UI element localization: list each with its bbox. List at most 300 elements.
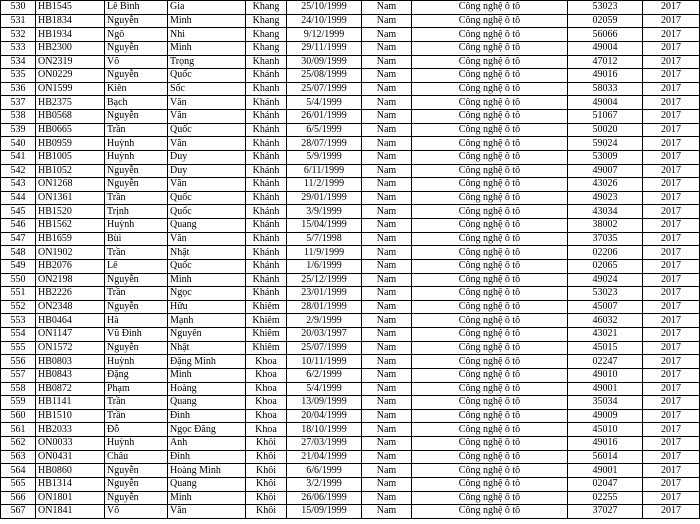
table-row — [1, 273, 700, 287]
cell-code: 58033 — [568, 82, 643, 96]
cell-last-name: Phạm — [105, 382, 168, 396]
cell-last-name: Đỗ — [105, 423, 168, 437]
cell-index: 547 — [1, 232, 36, 246]
cell-gender: Nam — [362, 355, 412, 369]
cell-major: Công nghệ ô tô — [412, 110, 568, 124]
cell-birth-date: 18/10/1999 — [287, 423, 362, 437]
table-row — [1, 191, 700, 205]
table-row — [1, 328, 700, 342]
cell-code: 49007 — [568, 164, 643, 178]
table-row — [1, 355, 700, 369]
cell-gender: Nam — [362, 437, 412, 451]
cell-student-id: HB2300 — [36, 41, 105, 55]
cell-last-name: Đặng — [105, 368, 168, 382]
cell-birth-date: 2/9/1999 — [287, 314, 362, 328]
cell-major: Công nghệ ô tô — [412, 1, 568, 15]
cell-major: Công nghệ ô tô — [412, 368, 568, 382]
cell-index: 540 — [1, 137, 36, 151]
cell-middle-name: Quang — [168, 219, 246, 233]
cell-last-name: Kiên — [105, 82, 168, 96]
cell-middle-name: Văn — [168, 96, 246, 110]
cell-index: 566 — [1, 491, 36, 505]
cell-code: 50020 — [568, 123, 643, 137]
cell-major: Công nghệ ô tô — [412, 150, 568, 164]
cell-student-id: ON1361 — [36, 191, 105, 205]
cell-first-name: Khôi — [246, 437, 287, 451]
cell-middle-name: Minh — [168, 41, 246, 55]
cell-birth-date: 20/03/1997 — [287, 328, 362, 342]
table-row — [1, 505, 700, 519]
cell-student-id: HB2226 — [36, 287, 105, 301]
cell-gender: Nam — [362, 123, 412, 137]
cell-student-id: ON1599 — [36, 82, 105, 96]
cell-major: Công nghệ ô tô — [412, 464, 568, 478]
cell-middle-name: Đặng Minh — [168, 355, 246, 369]
cell-code: 02065 — [568, 259, 643, 273]
cell-year: 2017 — [643, 1, 700, 15]
cell-gender: Nam — [362, 341, 412, 355]
cell-year: 2017 — [643, 137, 700, 151]
table-row — [1, 232, 700, 246]
cell-middle-name: Duy — [168, 150, 246, 164]
cell-birth-date: 26/01/1999 — [287, 110, 362, 124]
cell-major: Công nghệ ô tô — [412, 396, 568, 410]
cell-first-name: Khang — [246, 1, 287, 15]
cell-year: 2017 — [643, 110, 700, 124]
cell-last-name: Huỳnh — [105, 355, 168, 369]
cell-gender: Nam — [362, 205, 412, 219]
cell-major: Công nghệ ô tô — [412, 477, 568, 491]
cell-first-name: Khôi — [246, 464, 287, 478]
cell-code: 35034 — [568, 396, 643, 410]
cell-major: Công nghệ ô tô — [412, 14, 568, 28]
cell-year: 2017 — [643, 491, 700, 505]
table-row — [1, 287, 700, 301]
cell-last-name: Huỳnh — [105, 437, 168, 451]
cell-middle-name: Sốc — [168, 82, 246, 96]
cell-birth-date: 29/11/1999 — [287, 41, 362, 55]
cell-index: 561 — [1, 423, 36, 437]
cell-year: 2017 — [643, 41, 700, 55]
cell-major: Công nghệ ô tô — [412, 259, 568, 273]
cell-birth-date: 21/04/1999 — [287, 450, 362, 464]
cell-major: Công nghệ ô tô — [412, 450, 568, 464]
cell-major: Công nghệ ô tô — [412, 69, 568, 83]
cell-index: 554 — [1, 328, 36, 342]
table-row — [1, 464, 700, 478]
cell-code: 49001 — [568, 464, 643, 478]
cell-last-name: Nguyễn — [105, 41, 168, 55]
cell-first-name: Khánh — [246, 273, 287, 287]
cell-first-name: Khoa — [246, 423, 287, 437]
cell-last-name: Ngô — [105, 28, 168, 42]
table-row — [1, 41, 700, 55]
table-row — [1, 82, 700, 96]
cell-student-id: HB1005 — [36, 150, 105, 164]
cell-year: 2017 — [643, 178, 700, 192]
cell-index: 537 — [1, 96, 36, 110]
cell-index: 552 — [1, 300, 36, 314]
cell-student-id: HB0464 — [36, 314, 105, 328]
cell-last-name: Nguyễn — [105, 178, 168, 192]
cell-year: 2017 — [643, 300, 700, 314]
cell-index: 535 — [1, 69, 36, 83]
cell-student-id: ON2319 — [36, 55, 105, 69]
cell-middle-name: Trọng — [168, 55, 246, 69]
cell-major: Công nghệ ô tô — [412, 437, 568, 451]
cell-birth-date: 5/4/1999 — [287, 382, 362, 396]
table-row — [1, 437, 700, 451]
cell-middle-name: Quốc — [168, 205, 246, 219]
cell-birth-date: 5/7/1998 — [287, 232, 362, 246]
cell-code: 49023 — [568, 191, 643, 205]
cell-middle-name: Nguyên — [168, 328, 246, 342]
cell-student-id: HB2375 — [36, 96, 105, 110]
table-row — [1, 450, 700, 464]
cell-major: Công nghệ ô tô — [412, 341, 568, 355]
cell-year: 2017 — [643, 259, 700, 273]
cell-first-name: Khánh — [246, 178, 287, 192]
cell-middle-name: Đình — [168, 450, 246, 464]
cell-gender: Nam — [362, 259, 412, 273]
cell-last-name: Nguyễn — [105, 341, 168, 355]
cell-birth-date: 26/06/1999 — [287, 491, 362, 505]
cell-middle-name: Văn — [168, 110, 246, 124]
cell-code: 43026 — [568, 178, 643, 192]
cell-middle-name: Minh — [168, 14, 246, 28]
cell-index: 555 — [1, 341, 36, 355]
cell-major: Công nghệ ô tô — [412, 273, 568, 287]
cell-first-name: Khang — [246, 14, 287, 28]
cell-last-name: Hà — [105, 314, 168, 328]
cell-code: 02255 — [568, 491, 643, 505]
cell-birth-date: 23/01/1999 — [287, 287, 362, 301]
cell-major: Công nghệ ô tô — [412, 232, 568, 246]
cell-first-name: Khánh — [246, 69, 287, 83]
cell-middle-name: Văn — [168, 505, 246, 519]
cell-index: 543 — [1, 178, 36, 192]
cell-code: 43034 — [568, 205, 643, 219]
cell-middle-name: Mạnh — [168, 314, 246, 328]
cell-major: Công nghệ ô tô — [412, 137, 568, 151]
cell-middle-name: Văn — [168, 178, 246, 192]
cell-student-id: HB1934 — [36, 28, 105, 42]
cell-student-id: HB0959 — [36, 137, 105, 151]
cell-student-id: HB0665 — [36, 123, 105, 137]
cell-index: 564 — [1, 464, 36, 478]
cell-last-name: Trần — [105, 287, 168, 301]
cell-student-id: HB1834 — [36, 14, 105, 28]
cell-year: 2017 — [643, 55, 700, 69]
cell-first-name: Khánh — [246, 287, 287, 301]
cell-last-name: Huỳnh — [105, 219, 168, 233]
cell-gender: Nam — [362, 14, 412, 28]
cell-first-name: Khoa — [246, 368, 287, 382]
cell-code: 49016 — [568, 69, 643, 83]
cell-code: 37035 — [568, 232, 643, 246]
cell-index: 541 — [1, 150, 36, 164]
cell-gender: Nam — [362, 55, 412, 69]
cell-birth-date: 6/6/1999 — [287, 464, 362, 478]
cell-major: Công nghệ ô tô — [412, 96, 568, 110]
cell-code: 47012 — [568, 55, 643, 69]
cell-last-name: Lê Bình — [105, 1, 168, 15]
table-row — [1, 28, 700, 42]
cell-birth-date: 25/12/1999 — [287, 273, 362, 287]
cell-index: 567 — [1, 505, 36, 519]
table-row — [1, 396, 700, 410]
cell-year: 2017 — [643, 164, 700, 178]
table-row — [1, 137, 700, 151]
cell-gender: Nam — [362, 287, 412, 301]
table-row — [1, 300, 700, 314]
cell-code: 49004 — [568, 96, 643, 110]
table-row — [1, 69, 700, 83]
table-row — [1, 314, 700, 328]
cell-first-name: Khoa — [246, 409, 287, 423]
cell-major: Công nghệ ô tô — [412, 287, 568, 301]
cell-code: 49016 — [568, 437, 643, 451]
cell-code: 45015 — [568, 341, 643, 355]
cell-code: 02047 — [568, 477, 643, 491]
cell-first-name: Khánh — [246, 232, 287, 246]
cell-last-name: Trịnh — [105, 205, 168, 219]
cell-middle-name: Quang — [168, 396, 246, 410]
cell-code: 02059 — [568, 14, 643, 28]
cell-first-name: Khanh — [246, 82, 287, 96]
table-row — [1, 423, 700, 437]
cell-index: 534 — [1, 55, 36, 69]
cell-student-id: HB1562 — [36, 219, 105, 233]
cell-major: Công nghệ ô tô — [412, 328, 568, 342]
cell-major: Công nghệ ô tô — [412, 491, 568, 505]
cell-student-id: ON2348 — [36, 300, 105, 314]
cell-student-id: ON1902 — [36, 246, 105, 260]
cell-year: 2017 — [643, 355, 700, 369]
cell-year: 2017 — [643, 423, 700, 437]
cell-code: 46032 — [568, 314, 643, 328]
cell-gender: Nam — [362, 382, 412, 396]
table-row — [1, 219, 700, 233]
cell-year: 2017 — [643, 396, 700, 410]
cell-index: 536 — [1, 82, 36, 96]
cell-middle-name: Nhật — [168, 246, 246, 260]
cell-code: 49010 — [568, 368, 643, 382]
cell-birth-date: 1/6/1999 — [287, 259, 362, 273]
cell-index: 556 — [1, 355, 36, 369]
cell-last-name: Vũ Đình — [105, 328, 168, 342]
table-row — [1, 178, 700, 192]
cell-gender: Nam — [362, 28, 412, 42]
cell-gender: Nam — [362, 491, 412, 505]
table-row — [1, 14, 700, 28]
cell-first-name: Khánh — [246, 259, 287, 273]
cell-birth-date: 10/11/1999 — [287, 355, 362, 369]
cell-student-id: ON1147 — [36, 328, 105, 342]
cell-code: 59024 — [568, 137, 643, 151]
cell-middle-name: Văn — [168, 137, 246, 151]
cell-last-name: Võ — [105, 505, 168, 519]
cell-birth-date: 25/10/1999 — [287, 1, 362, 15]
table-row — [1, 246, 700, 260]
cell-index: 560 — [1, 409, 36, 423]
cell-middle-name: Quốc — [168, 123, 246, 137]
cell-gender: Nam — [362, 314, 412, 328]
cell-middle-name: Quốc — [168, 259, 246, 273]
cell-index: 559 — [1, 396, 36, 410]
cell-student-id: ON1801 — [36, 491, 105, 505]
cell-index: 531 — [1, 14, 36, 28]
cell-code: 53023 — [568, 287, 643, 301]
cell-student-id: ON0229 — [36, 69, 105, 83]
table-row — [1, 1, 700, 15]
cell-code: 53009 — [568, 150, 643, 164]
cell-birth-date: 30/09/1999 — [287, 55, 362, 69]
cell-first-name: Khiêm — [246, 314, 287, 328]
cell-first-name: Khang — [246, 28, 287, 42]
cell-year: 2017 — [643, 96, 700, 110]
cell-first-name: Khánh — [246, 191, 287, 205]
cell-major: Công nghệ ô tô — [412, 123, 568, 137]
cell-birth-date: 28/07/1999 — [287, 137, 362, 151]
cell-last-name: Nguyễn — [105, 164, 168, 178]
table-row — [1, 491, 700, 505]
cell-code: 51067 — [568, 110, 643, 124]
cell-birth-date: 25/08/1999 — [287, 69, 362, 83]
cell-index: 530 — [1, 1, 36, 15]
cell-student-id: HB0860 — [36, 464, 105, 478]
cell-middle-name: Ngọc Đăng — [168, 423, 246, 437]
cell-student-id: HB2033 — [36, 423, 105, 437]
cell-year: 2017 — [643, 123, 700, 137]
cell-index: 545 — [1, 205, 36, 219]
cell-last-name: Trần — [105, 191, 168, 205]
table-row — [1, 409, 700, 423]
cell-gender: Nam — [362, 423, 412, 437]
cell-middle-name: Ngọc — [168, 287, 246, 301]
cell-gender: Nam — [362, 41, 412, 55]
cell-student-id: HB1510 — [36, 409, 105, 423]
cell-index: 557 — [1, 368, 36, 382]
cell-gender: Nam — [362, 232, 412, 246]
cell-gender: Nam — [362, 191, 412, 205]
cell-year: 2017 — [643, 368, 700, 382]
cell-index: 562 — [1, 437, 36, 451]
cell-index: 544 — [1, 191, 36, 205]
table-row — [1, 341, 700, 355]
cell-student-id: ON0033 — [36, 437, 105, 451]
cell-index: 549 — [1, 259, 36, 273]
cell-middle-name: Quốc — [168, 69, 246, 83]
cell-birth-date: 24/10/1999 — [287, 14, 362, 28]
cell-year: 2017 — [643, 287, 700, 301]
cell-birth-date: 9/12/1999 — [287, 28, 362, 42]
cell-birth-date: 25/07/1999 — [287, 341, 362, 355]
cell-gender: Nam — [362, 69, 412, 83]
cell-first-name: Khánh — [246, 205, 287, 219]
cell-last-name: Trần — [105, 396, 168, 410]
cell-middle-name: Hoàng Minh — [168, 464, 246, 478]
cell-year: 2017 — [643, 150, 700, 164]
cell-gender: Nam — [362, 110, 412, 124]
cell-last-name: Nguyễn — [105, 110, 168, 124]
cell-major: Công nghệ ô tô — [412, 55, 568, 69]
cell-birth-date: 5/4/1999 — [287, 96, 362, 110]
cell-gender: Nam — [362, 164, 412, 178]
cell-index: 558 — [1, 382, 36, 396]
cell-index: 538 — [1, 110, 36, 124]
cell-gender: Nam — [362, 368, 412, 382]
cell-last-name: Châu — [105, 450, 168, 464]
cell-last-name: Trần — [105, 123, 168, 137]
cell-first-name: Khánh — [246, 150, 287, 164]
cell-year: 2017 — [643, 82, 700, 96]
cell-student-id: HB0568 — [36, 110, 105, 124]
cell-birth-date: 3/2/1999 — [287, 477, 362, 491]
table-row — [1, 55, 700, 69]
cell-index: 539 — [1, 123, 36, 137]
cell-major: Công nghệ ô tô — [412, 300, 568, 314]
cell-birth-date: 13/09/1999 — [287, 396, 362, 410]
cell-major: Công nghệ ô tô — [412, 246, 568, 260]
cell-year: 2017 — [643, 341, 700, 355]
cell-gender: Nam — [362, 328, 412, 342]
cell-student-id: ON1268 — [36, 178, 105, 192]
cell-gender: Nam — [362, 82, 412, 96]
cell-year: 2017 — [643, 314, 700, 328]
cell-middle-name: Văn — [168, 232, 246, 246]
cell-middle-name: Anh — [168, 437, 246, 451]
cell-code: 56066 — [568, 28, 643, 42]
cell-first-name: Khánh — [246, 96, 287, 110]
cell-first-name: Khiêm — [246, 328, 287, 342]
cell-first-name: Khiêm — [246, 300, 287, 314]
cell-year: 2017 — [643, 464, 700, 478]
cell-year: 2017 — [643, 232, 700, 246]
cell-middle-name: Nhi — [168, 28, 246, 42]
cell-gender: Nam — [362, 450, 412, 464]
cell-code: 49004 — [568, 41, 643, 55]
cell-code: 38002 — [568, 219, 643, 233]
cell-gender: Nam — [362, 273, 412, 287]
cell-gender: Nam — [362, 137, 412, 151]
cell-birth-date: 6/5/1999 — [287, 123, 362, 137]
cell-first-name: Khang — [246, 41, 287, 55]
cell-gender: Nam — [362, 1, 412, 15]
cell-index: 563 — [1, 450, 36, 464]
cell-first-name: Khôi — [246, 491, 287, 505]
table-row — [1, 164, 700, 178]
cell-code: 45007 — [568, 300, 643, 314]
cell-index: 532 — [1, 28, 36, 42]
cell-last-name: Nguyễn — [105, 14, 168, 28]
cell-birth-date: 11/2/1999 — [287, 178, 362, 192]
cell-first-name: Khanh — [246, 55, 287, 69]
cell-student-id: HB2076 — [36, 259, 105, 273]
cell-first-name: Khánh — [246, 110, 287, 124]
cell-major: Công nghệ ô tô — [412, 191, 568, 205]
cell-birth-date: 20/04/1999 — [287, 409, 362, 423]
cell-first-name: Khiêm — [246, 341, 287, 355]
cell-major: Công nghệ ô tô — [412, 314, 568, 328]
cell-major: Công nghệ ô tô — [412, 82, 568, 96]
cell-middle-name: Quốc — [168, 191, 246, 205]
cell-year: 2017 — [643, 14, 700, 28]
cell-middle-name: Nhật — [168, 341, 246, 355]
cell-gender: Nam — [362, 464, 412, 478]
cell-year: 2017 — [643, 246, 700, 260]
table-row — [1, 96, 700, 110]
